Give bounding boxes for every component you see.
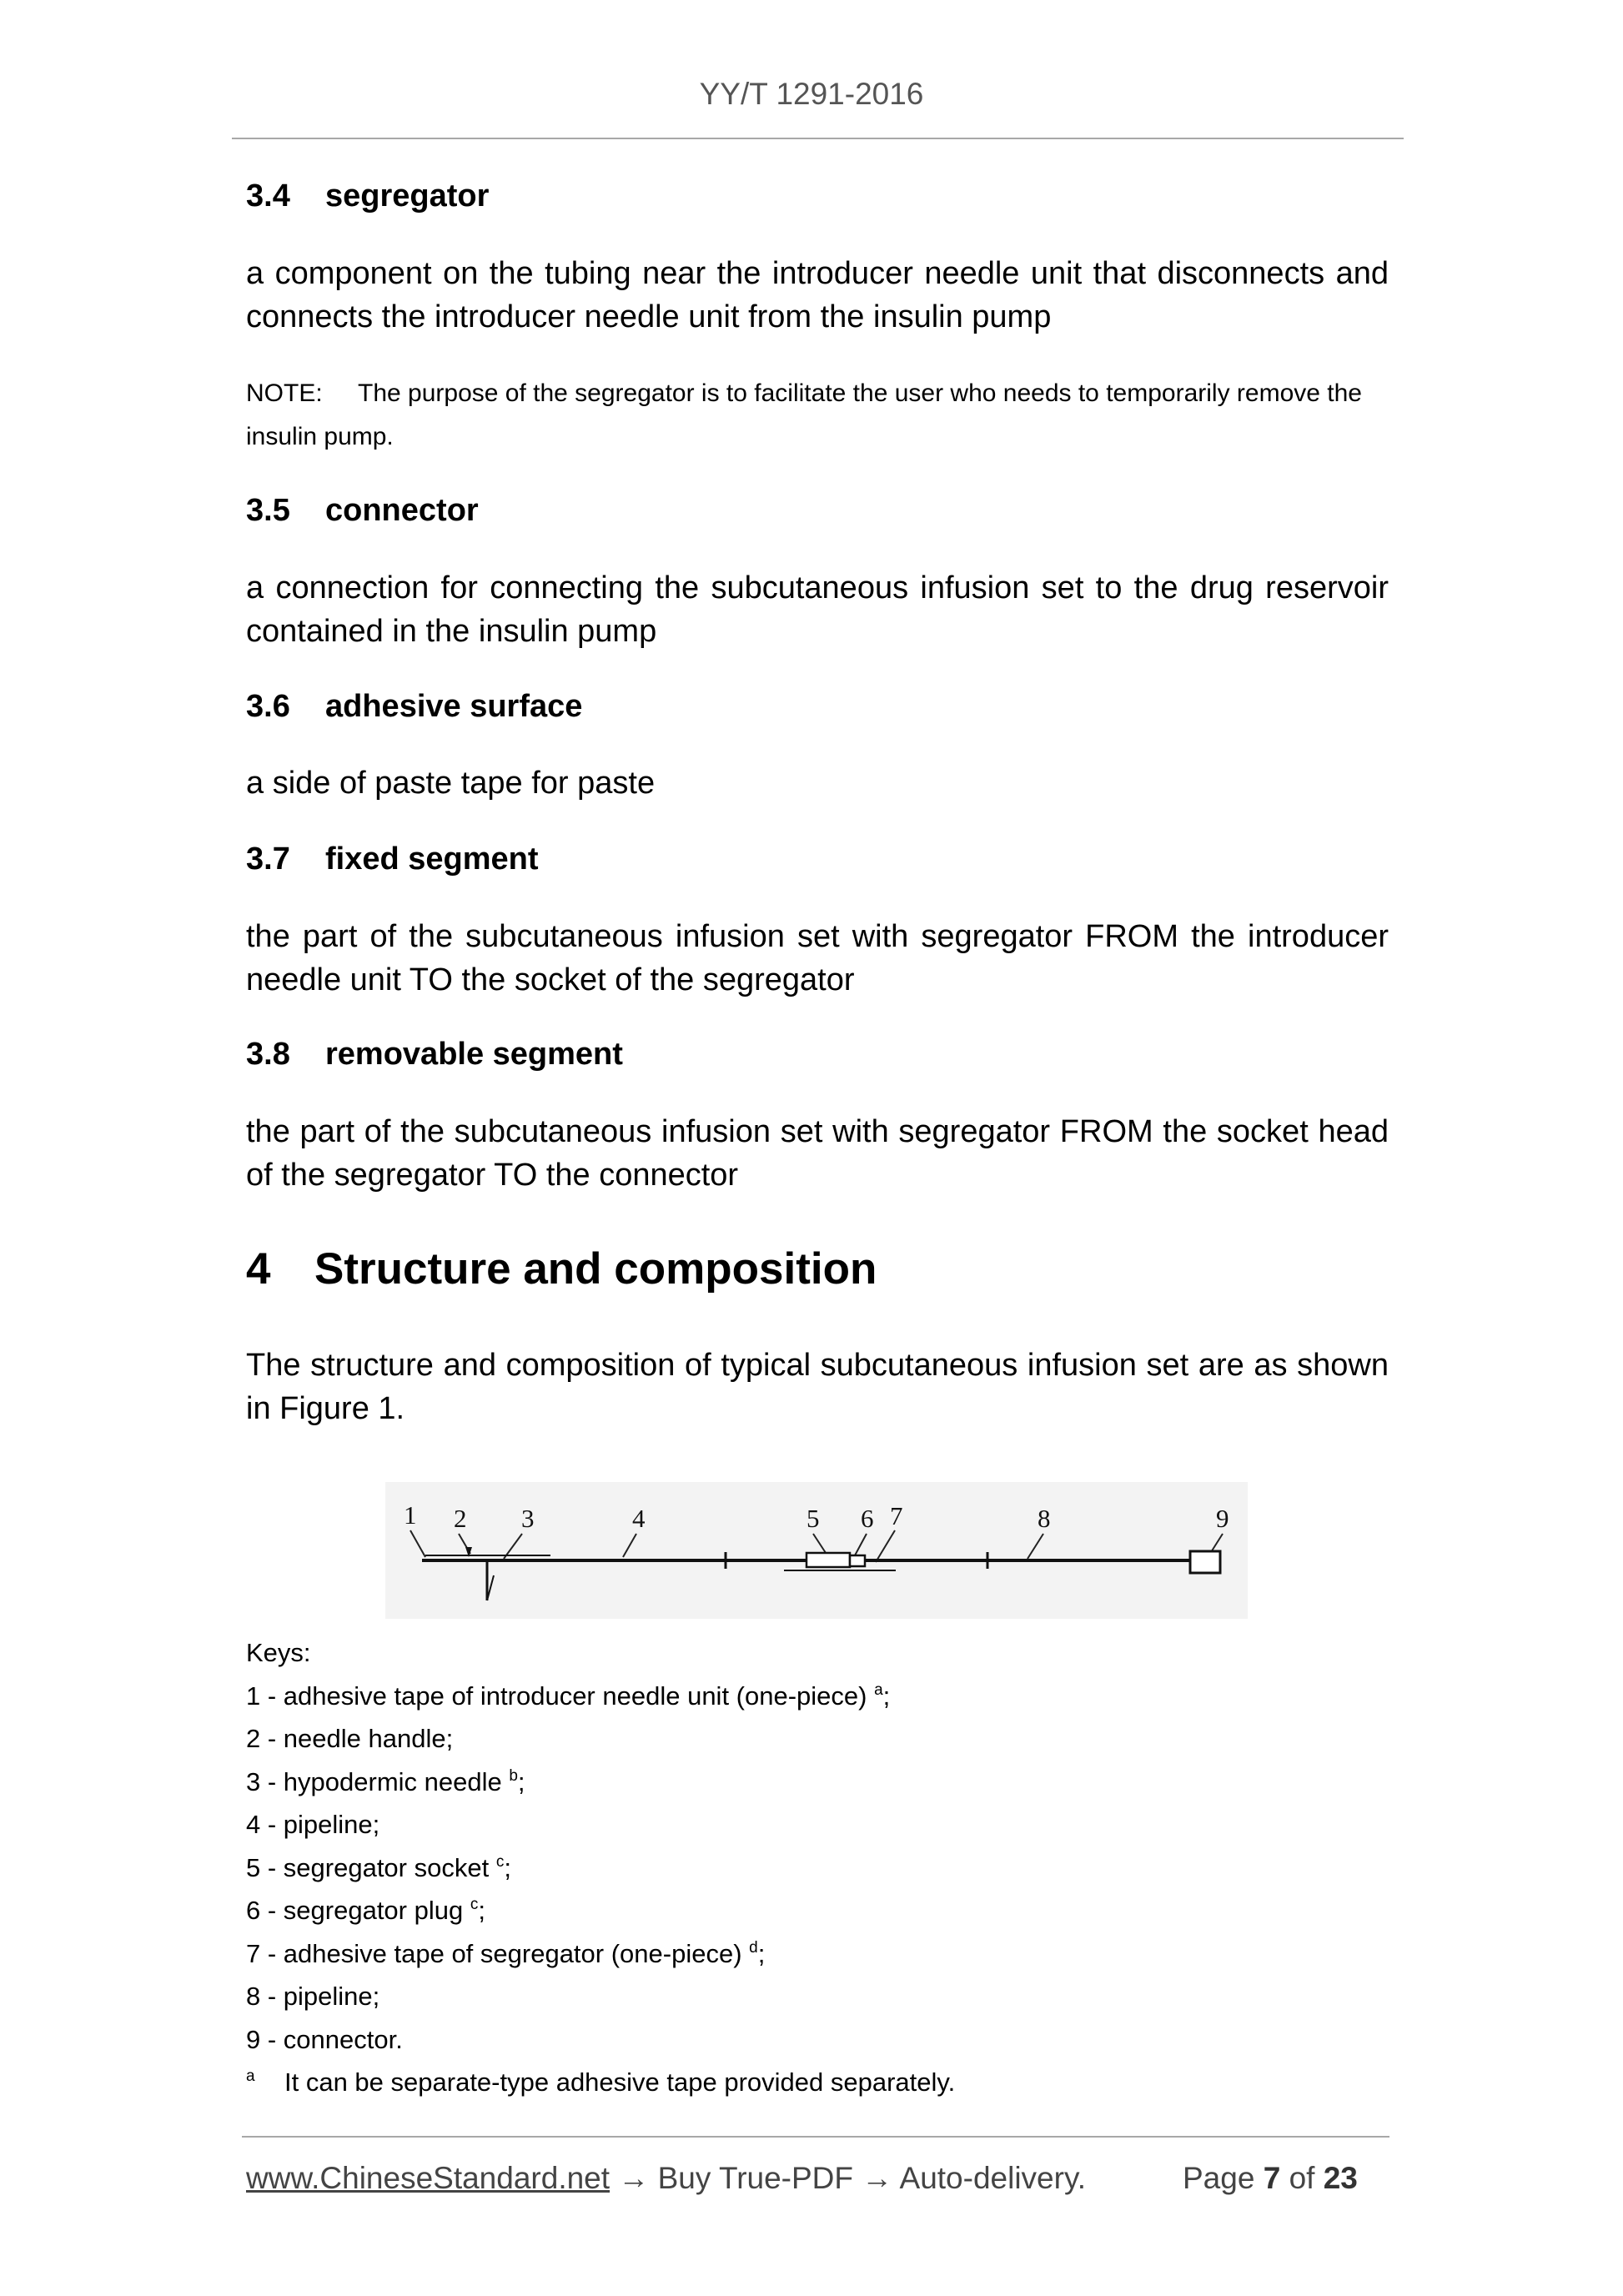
section-title: Structure and composition [314, 1244, 877, 1294]
key-footnote-ref: c [470, 1896, 479, 1913]
footer-promo [246, 2161, 1086, 2196]
segregator-socket [806, 1553, 850, 1567]
figure-1 [385, 1482, 1248, 1619]
term-number: 3.5 [246, 493, 290, 528]
figure-label-1: 1 [404, 1500, 417, 1530]
key-end: ; [478, 1896, 485, 1925]
key-end: ; [757, 1938, 766, 1968]
key-item [246, 1889, 1389, 1932]
note-label: NOTE: [246, 379, 323, 407]
key-text: 2 - needle handle; [246, 1724, 454, 1753]
term-definition-3-8: the part of the subcutaneous infusion set with segregator FROM the socket head of the segregator TO the connector [246, 1114, 1389, 1193]
document-code: YY/T 1291-2016 [699, 77, 924, 111]
section-intro: The structure and composition of typical subcutaneous infusion set are as shown in Figure 1. [246, 1348, 1389, 1426]
key-footnote-ref: c [495, 1852, 505, 1871]
term-definition-3-6: a side of paste tape for paste [246, 766, 656, 801]
key-end: ; [504, 1852, 511, 1882]
note-3-4 [246, 372, 1389, 459]
header-rule [232, 138, 1404, 139]
term-heading-3-7 [246, 839, 1389, 879]
section-heading-4 [246, 1243, 1389, 1296]
key-item [246, 1675, 1389, 1718]
key-text: 3 - hypodermic needle [246, 1766, 510, 1796]
term-number: 3.7 [246, 842, 290, 877]
key-footnote-ref: d [749, 1938, 758, 1957]
term-heading-3-8 [246, 1034, 1389, 1074]
key-end: ; [517, 1766, 525, 1796]
key-text: 9 - connector. [246, 2024, 403, 2054]
term-title: segregator [325, 178, 490, 214]
footnote-text: It can be separate-type adhesive tape provided separately. [284, 2067, 956, 2097]
key-item [246, 1846, 1389, 1890]
figure-keys [246, 1631, 1389, 2104]
section-number: 4 [246, 1244, 271, 1294]
figure-label-4: 4 [632, 1504, 646, 1533]
term-heading-3-5 [246, 490, 1389, 530]
figure-tubing [422, 1551, 1220, 1600]
term-number: 3.4 [246, 178, 290, 214]
note-text: The purpose of the segregator is to facilitate the user who needs to temporarily remove the insulin pump. [246, 379, 1362, 450]
term-definition-3-5: a connection for connecting the subcutaneous infusion set to the drug reservoir contained in the insulin pump [246, 570, 1389, 649]
footer-rule [242, 2136, 1389, 2138]
term-title: adhesive surface [325, 689, 583, 724]
page-current: 7 [1263, 2161, 1281, 2195]
footnote-mark-sup: a [246, 2067, 255, 2085]
connector-box [1190, 1551, 1220, 1573]
key-text: 4 - pipeline; [246, 1810, 380, 1839]
figure-label-2: 2 [454, 1504, 467, 1533]
term-title: connector [325, 493, 479, 528]
key-item [246, 1803, 1389, 1846]
key-item [246, 2018, 1389, 2062]
keys-heading: Keys: [246, 1638, 311, 1667]
key-end: ; [882, 1681, 891, 1711]
term-definition-3-7: the part of the subcutaneous infusion set with segregator FROM the introducer needle unit TO the socket of the segregator [246, 919, 1389, 997]
key-item [246, 1717, 1389, 1761]
page-word: Page [1183, 2161, 1255, 2195]
figure-label-5: 5 [806, 1504, 820, 1533]
page-total: 23 [1323, 2161, 1358, 2195]
figure-label-9: 9 [1216, 1504, 1229, 1533]
term-number: 3.6 [246, 689, 290, 724]
key-text: 8 - pipeline; [246, 1982, 380, 2011]
key-item [246, 1932, 1389, 1976]
infusion-set-diagram [385, 1482, 1248, 1619]
figure-label-3: 3 [521, 1504, 535, 1533]
key-text: 6 - segregator plug [246, 1896, 470, 1925]
term-definition-3-4: a component on the tubing near the introducer needle unit that disconnects and connects the introducer needle unit from the insulin pump [246, 256, 1389, 334]
footer-tagline: → Buy True-PDF → Auto-delivery. [610, 2161, 1086, 2195]
key-text: 1 - adhesive tape of introducer needle unit (one-piece) [246, 1681, 875, 1711]
term-title: fixed segment [325, 842, 539, 877]
figure-label-7: 7 [890, 1501, 903, 1530]
key-item [246, 1761, 1389, 1804]
key-item [246, 1975, 1389, 2018]
key-footnote-ref: b [509, 1766, 518, 1785]
key-footnote [246, 2061, 1389, 2104]
footnote-mark [246, 2061, 284, 2104]
figure-label-6: 6 [861, 1504, 874, 1533]
key-footnote-ref: a [874, 1681, 883, 1699]
term-heading-3-6 [246, 686, 1389, 726]
term-number: 3.8 [246, 1037, 290, 1072]
key-text: 7 - adhesive tape of segregator (one-piece) [246, 1938, 750, 1968]
segregator-plug [850, 1555, 865, 1566]
term-heading-3-4 [246, 176, 1389, 216]
term-title: removable segment [325, 1037, 623, 1072]
figure-label-8: 8 [1038, 1504, 1051, 1533]
footer-website-link[interactable]: www.ChineseStandard.net [246, 2161, 611, 2195]
of-word: of [1289, 2161, 1315, 2195]
key-text: 5 - segregator socket [246, 1852, 496, 1882]
footer-page-number [1183, 2161, 1358, 2196]
